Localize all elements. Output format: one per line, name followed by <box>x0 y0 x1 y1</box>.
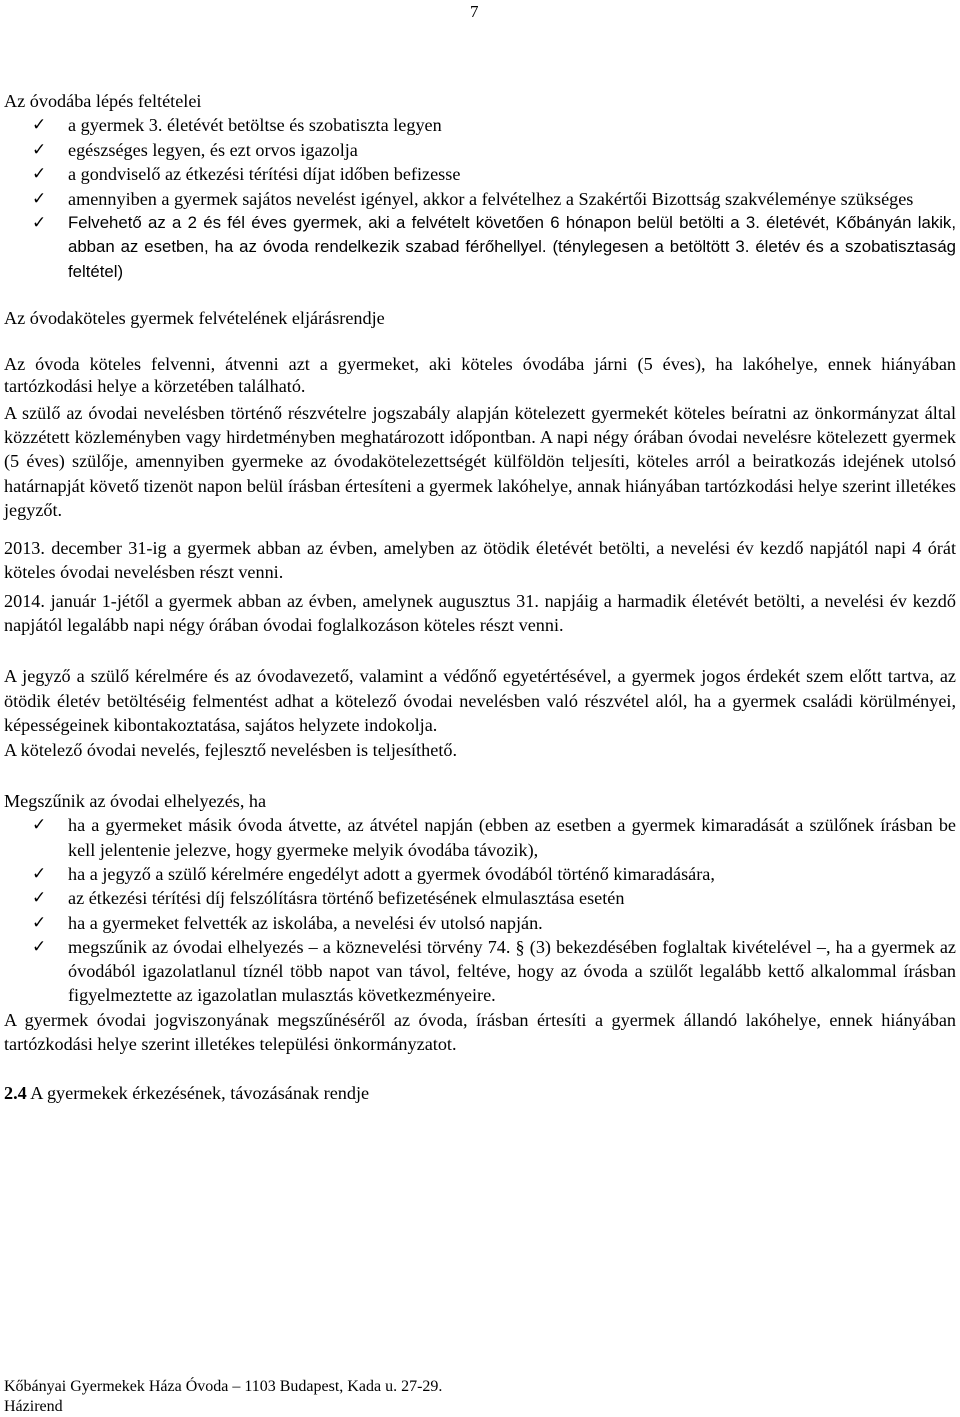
list-item: ✓ ha a jegyző a szülő kérelmére engedélyt adott a gyermek óvodából történő kimaradására, <box>32 863 715 884</box>
check-icon: ✓ <box>32 164 47 185</box>
paragraph: A jegyző a szülő kérelmére és az óvodavezető, valamint a védőnő egyetértésével, a gyermek jogos érdekét szem előtt tartva, az ötödik életév betöltéséig felmentést adhat a kötelező óvodai nevelésben való részvétel alól, ha a gyermek családi körülményei, képességeinek kibontakoztatása, sajátos helyzete indokolja. <box>4 666 956 736</box>
paragraph: A kötelező óvodai nevelés, fejlesztő nevelésben is teljesíthető. <box>4 739 458 760</box>
check-icon: ✓ <box>32 115 47 136</box>
list-item: ✓ egészséges legyen, és ezt orvos igazolja <box>32 139 358 160</box>
check-icon: ✓ <box>32 912 47 933</box>
section-title-enrollment-procedure: Az óvodaköteles gyermek felvételének eljárásrendje <box>4 308 385 329</box>
list-item: ✓ ha a gyermeket másik óvoda átvette, az átvétel napján (ebben az esetben a gyermek kimaradását a szülőnek írásban be kell jelentenie jelezve, hogy gyermeke melyik óvodába távozik), <box>32 815 956 860</box>
list-item: ✓ a gondviselő az étkezési térítési díjat időben befizesse <box>32 164 461 185</box>
section-title-admission-conditions: Az óvodába lépés feltételei <box>4 91 202 111</box>
section-heading-text: A gyermekek érkezésének, távozásának rendje <box>30 1082 370 1103</box>
check-icon: ✓ <box>32 936 47 957</box>
paragraph: A szülő az óvodai nevelésben történő részvételre jogszabály alapján kötelezett gyermekét köteles beíratni az önkormányzat által közzétett közleményben vagy hirdetményben meghatározott időpontban. A napi négy órában óvodai nevelésre kötelezett gyermek (5 éves) szülője, amennyiben gyermeke az óvodakötelezettségét külföldön teljesíti, köteles arról a beiratkozás idejének utolsó határnapját követő tizenöt napon belül írásban értesíteni a gyermek lakóhelye, annak hiányában tartózkodási helye szerint illetékes jegyzőt. <box>4 402 956 521</box>
check-icon: ✓ <box>32 815 47 836</box>
section-number: 2.4 <box>4 1082 27 1103</box>
list-item: ✓ ha a gyermeket felvették az iskolába, a nevelési év utolsó napján. <box>32 912 543 933</box>
footer-document-name: Házirend <box>4 1398 63 1415</box>
footer-institution: Kőbányai Gyermekek Háza Óvoda – 1103 Budapest, Kada u. 27-29. <box>4 1378 443 1395</box>
check-icon: ✓ <box>32 863 47 884</box>
paragraph: Az óvoda köteles felvenni, átvenni azt a gyermeket, aki köteles óvodába járni (5 éves), ha lakóhelye, ennek hiányában tartózkodási helye a körzetében található. <box>4 353 956 396</box>
list-item: ✓ amennyiben a gyermek sajátos nevelést igényel, akkor a felvételhez a Szakértői Bizottság szakvéleménye szükséges <box>32 188 914 209</box>
check-icon: ✓ <box>32 188 47 209</box>
list-item: ✓ Felvehető az a 2 és fél éves gyermek, aki a felvételt követően 6 hónapon belül betölti a 3. életévét, Kőbányán lakik, abban az esetben, ha az óvoda rendelkezik szabad férőhellyel. (ténylegesen a betöltött 3. életév és a szobatisztaság feltétel) <box>32 213 956 281</box>
check-icon: ✓ <box>32 139 47 160</box>
section-heading-arrival-departure <box>4 1081 956 1105</box>
termination-conditions-list <box>4 813 956 1007</box>
page-footer <box>4 1377 442 1417</box>
paragraph: A gyermek óvodai jogviszonyának megszűnéséről az óvoda, írásban értesíti a gyermek állandó lakóhelye, ennek hiányában tartózkodási helye szerint illetékes települési önkormányzatot. <box>4 1009 956 1055</box>
document-body <box>4 89 956 1105</box>
admission-conditions-list <box>4 113 956 284</box>
list-item: ✓ az étkezési térítési díj felszólításra történő befizetésének elmulasztása esetén <box>32 888 625 909</box>
check-icon: ✓ <box>32 888 47 909</box>
section-title-termination: Megszűnik az óvodai elhelyezés, ha <box>4 790 267 811</box>
paragraph: 2013. december 31-ig a gyermek abban az évben, amelyben az ötödik életévét betölti, a nevelési év kezdő napjától napi 4 órát köteles óvodai nevelésben részt venni. <box>4 537 956 583</box>
page-number: 7 <box>470 2 479 21</box>
list-item: ✓ megszűnik az óvodai elhelyezés – a köznevelési törvény 74. § (3) bekezdésében foglaltak kivételével –, ha a gyermek az óvodából igazolatlanul tíznél több napot van távol, feltéve, hogy az óvoda a szülőt legalább kettő alkalommal írásban figyelmeztette az igazolatlan mulasztás következményeire. <box>32 936 956 1006</box>
paragraph: 2014. január 1-jétől a gyermek abban az évben, amelynek augusztus 31. napjáig a harmadik életévét betölti, a nevelési év kezdő napjától legalább napi négy órában óvodai foglalkozáson köteles részt venni. <box>4 590 956 635</box>
list-item: ✓ a gyermek 3. életévét betöltse és szobatiszta legyen <box>32 115 442 136</box>
check-icon: ✓ <box>32 213 47 234</box>
